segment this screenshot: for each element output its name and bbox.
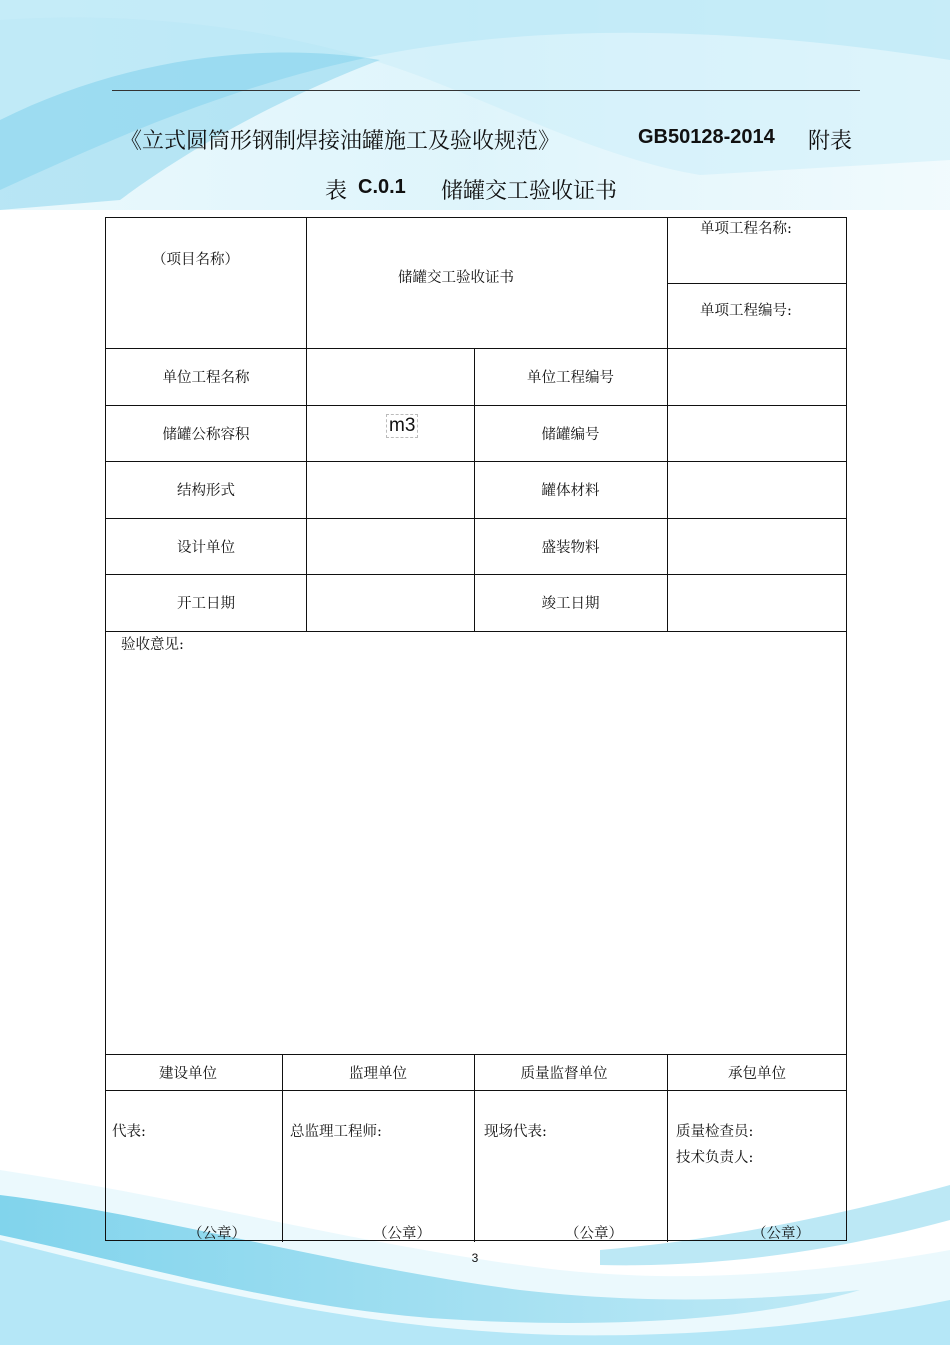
row-value-right <box>667 405 847 461</box>
signer-label: 技术负责人: <box>676 1150 754 1166</box>
acceptance-certificate-form <box>105 217 847 1241</box>
document-header <box>112 124 860 156</box>
grid-line <box>106 631 847 632</box>
row-label-left: 单位工程名称 <box>162 370 250 386</box>
official-seal-label: （公章） <box>752 1226 810 1242</box>
row-value-left <box>306 518 474 574</box>
signer-label: 质量检查员: <box>676 1124 754 1140</box>
row-value-left <box>306 461 474 518</box>
signer-label: 总监理工程师: <box>290 1124 382 1140</box>
row-label-left: 开工日期 <box>177 596 235 612</box>
table-number: C.0.1 <box>358 176 406 198</box>
party-name: 建设单位 <box>159 1065 217 1082</box>
appendix-label: 附表 <box>808 129 853 154</box>
table-name: 储罐交工验收证书 <box>441 179 618 204</box>
standard-title: 《立式圆筒形钢制焊接油罐施工及验收规范》 <box>120 129 561 154</box>
sub-project-number-label: 单项工程编号: <box>700 303 792 319</box>
row-value-left <box>306 574 474 631</box>
grid-line <box>667 283 847 284</box>
official-seal-label: （公章） <box>188 1226 246 1242</box>
row-label-right: 单位工程编号 <box>527 370 614 386</box>
row-value-right <box>667 348 847 405</box>
row-label-left: 储罐公称容积 <box>162 426 250 443</box>
table-title <box>0 174 950 206</box>
party-name: 质量监督单位 <box>520 1065 608 1082</box>
page-number: 3 <box>471 1251 479 1265</box>
grid-line <box>106 1090 847 1091</box>
sub-project-name-label: 单项工程名称: <box>700 221 792 237</box>
row-label-left: 结构形式 <box>177 483 235 499</box>
acceptance-opinion-label: 验收意见: <box>121 637 184 653</box>
party-name: 监理单位 <box>349 1065 407 1082</box>
standard-code: GB50128-2014 <box>638 126 775 148</box>
party-name: 承包单位 <box>728 1065 786 1082</box>
official-seal-label: （公章） <box>565 1226 623 1242</box>
row-value-left <box>306 348 474 405</box>
signer-label: 现场代表: <box>484 1124 547 1140</box>
row-value-right <box>667 518 847 574</box>
signer-label: 代表: <box>112 1124 146 1140</box>
row-label-right: 储罐编号 <box>541 426 600 443</box>
row-label-right: 竣工日期 <box>541 596 600 612</box>
certificate-title: 储罐交工验收证书 <box>398 270 514 286</box>
official-seal-label: （公章） <box>373 1226 431 1242</box>
row-label-right: 罐体材料 <box>541 483 600 499</box>
row-value-right <box>667 574 847 631</box>
volume-unit: m3 <box>386 414 418 438</box>
row-label-right: 盛装物料 <box>541 539 600 556</box>
project-name-label: （项目名称） <box>152 252 239 268</box>
header-rule <box>112 90 860 91</box>
table-title-prefix: 表 <box>325 179 348 204</box>
row-value-right <box>667 461 847 518</box>
row-label-left: 设计单位 <box>177 539 235 556</box>
